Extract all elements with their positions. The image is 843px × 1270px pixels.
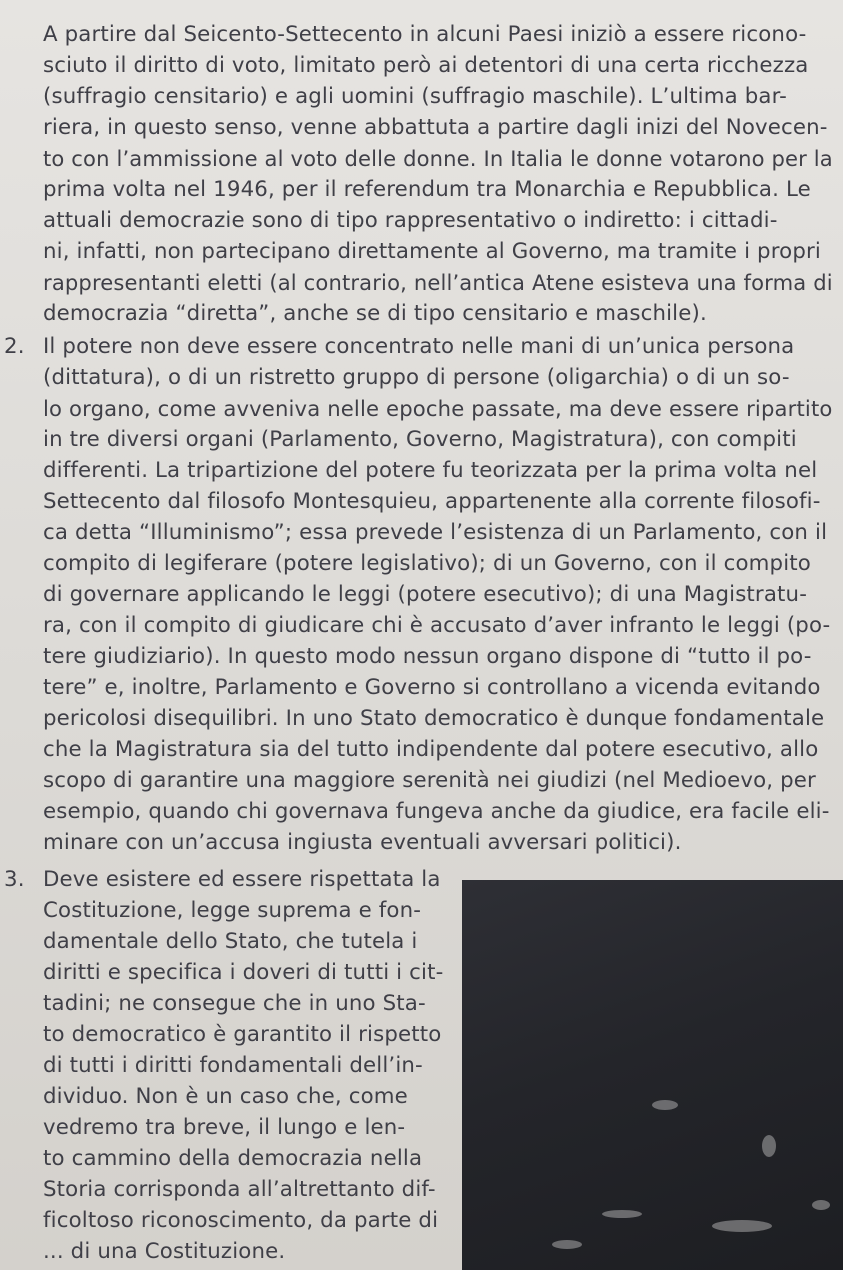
text-line: Costituzione, legge suprema e fon-	[43, 898, 422, 923]
text-line: di governare applicando le leggi (potere esecutivo); di una Magistratu-	[43, 582, 808, 607]
text-line: Storia corrisponda all’altrettanto dif-	[43, 1177, 436, 1202]
text-line: di tutti i diritti fondamentali dell’in-	[43, 1053, 423, 1078]
text-line: scopo di garantire una maggiore serenità nei giudizi (nel Medioevo, per	[43, 768, 816, 793]
text-line: ficoltoso riconoscimento, da parte di	[43, 1208, 439, 1233]
text-line: A partire dal Seicento-Settecento in alcuni Paesi iniziò a essere ricono-	[43, 22, 807, 47]
text-line: attuali democrazie sono di tipo rappresentativo o indiretto: i cittadi-	[43, 208, 778, 233]
text-line: (dittatura), o di un ristretto gruppo di persone (oligarchia) o di un so-	[43, 365, 790, 390]
text-line: minare con un’accusa ingiusta eventuali avversari politici).	[43, 830, 682, 855]
dark-photo-corner	[462, 880, 843, 1270]
text-line: Deve esistere ed essere rispettata la	[43, 867, 441, 892]
text-line: Il potere non deve essere concentrato nelle mani di un’unica persona	[43, 334, 795, 359]
text-line: democrazia “diretta”, anche se di tipo censitario e maschile).	[43, 301, 707, 326]
text-line: vedremo tra breve, il lungo e len-	[43, 1115, 406, 1140]
text-line: diritti e specifica i doveri di tutti i cit-	[43, 960, 444, 985]
text-line: esempio, quando chi governava fungeva anche da giudice, era facile eli-	[43, 799, 830, 824]
list-number: 3.	[4, 867, 25, 892]
text-line: Settecento dal filosofo Montesquieu, appartenente alla corrente filosofi-	[43, 489, 821, 514]
text-line: tere” e, inoltre, Parlamento e Governo si controllano a vicenda evitando	[43, 675, 821, 700]
text-line: damentale dello Stato, che tutela i	[43, 929, 418, 954]
text-line: ca detta “Illuminismo”; essa prevede l’esistenza di un Parlamento, con il	[43, 520, 828, 545]
text-line: ra, con il compito di giudicare chi è accusato d’aver infranto le leggi (po-	[43, 613, 831, 638]
text-line: to con l’ammissione al voto delle donne. In Italia le donne votarono per la	[43, 146, 833, 171]
text-line: differenti. La tripartizione del potere fu teorizzata per la prima volta nel	[43, 458, 818, 483]
text-line: tadini; ne consegue che in uno Sta-	[43, 991, 426, 1016]
text-line: to cammino della democrazia nella	[43, 1146, 423, 1171]
text-line: in tre diversi organi (Parlamento, Governo, Magistratura), con compiti	[43, 427, 797, 452]
text-line: rappresentanti eletti (al contrario, nell’antica Atene esisteva una forma di	[43, 270, 833, 295]
text-line: (suffragio censitario) e agli uomini (suffragio maschile). L’ultima bar-	[43, 84, 788, 109]
text-line: pericolosi disequilibri. In uno Stato democratico è dunque fondamentale	[43, 706, 825, 731]
text-line: to democratico è garantito il rispetto	[43, 1022, 442, 1047]
text-line: sciuto il diritto di voto, limitato però ai detentori di una certa ricchezza	[43, 53, 809, 78]
text-line: lo organo, come avveniva nelle epoche passate, ma deve essere ripartito	[43, 396, 833, 421]
text-line: compito di legiferare (potere legislativo); di un Governo, con il compito	[43, 551, 811, 576]
text-line: che la Magistratura sia del tutto indipendente dal potere esecutivo, allo	[43, 737, 819, 762]
text-line: tere giudiziario). In questo modo nessun organo dispone di “tutto il po-	[43, 644, 812, 669]
text-line: ni, infatti, non partecipano direttamente al Governo, ma tramite i propri	[43, 239, 821, 264]
list-number: 2.	[4, 334, 25, 359]
text-line: dividuo. Non è un caso che, come	[43, 1084, 408, 1109]
text-line: prima volta nel 1946, per il referendum tra Monarchia e Repubblica. Le	[43, 177, 811, 202]
text-line: ... di una Costituzione.	[43, 1239, 286, 1264]
text-line: riera, in questo senso, venne abbattuta a partire dagli inizi del Novecen-	[43, 115, 828, 140]
